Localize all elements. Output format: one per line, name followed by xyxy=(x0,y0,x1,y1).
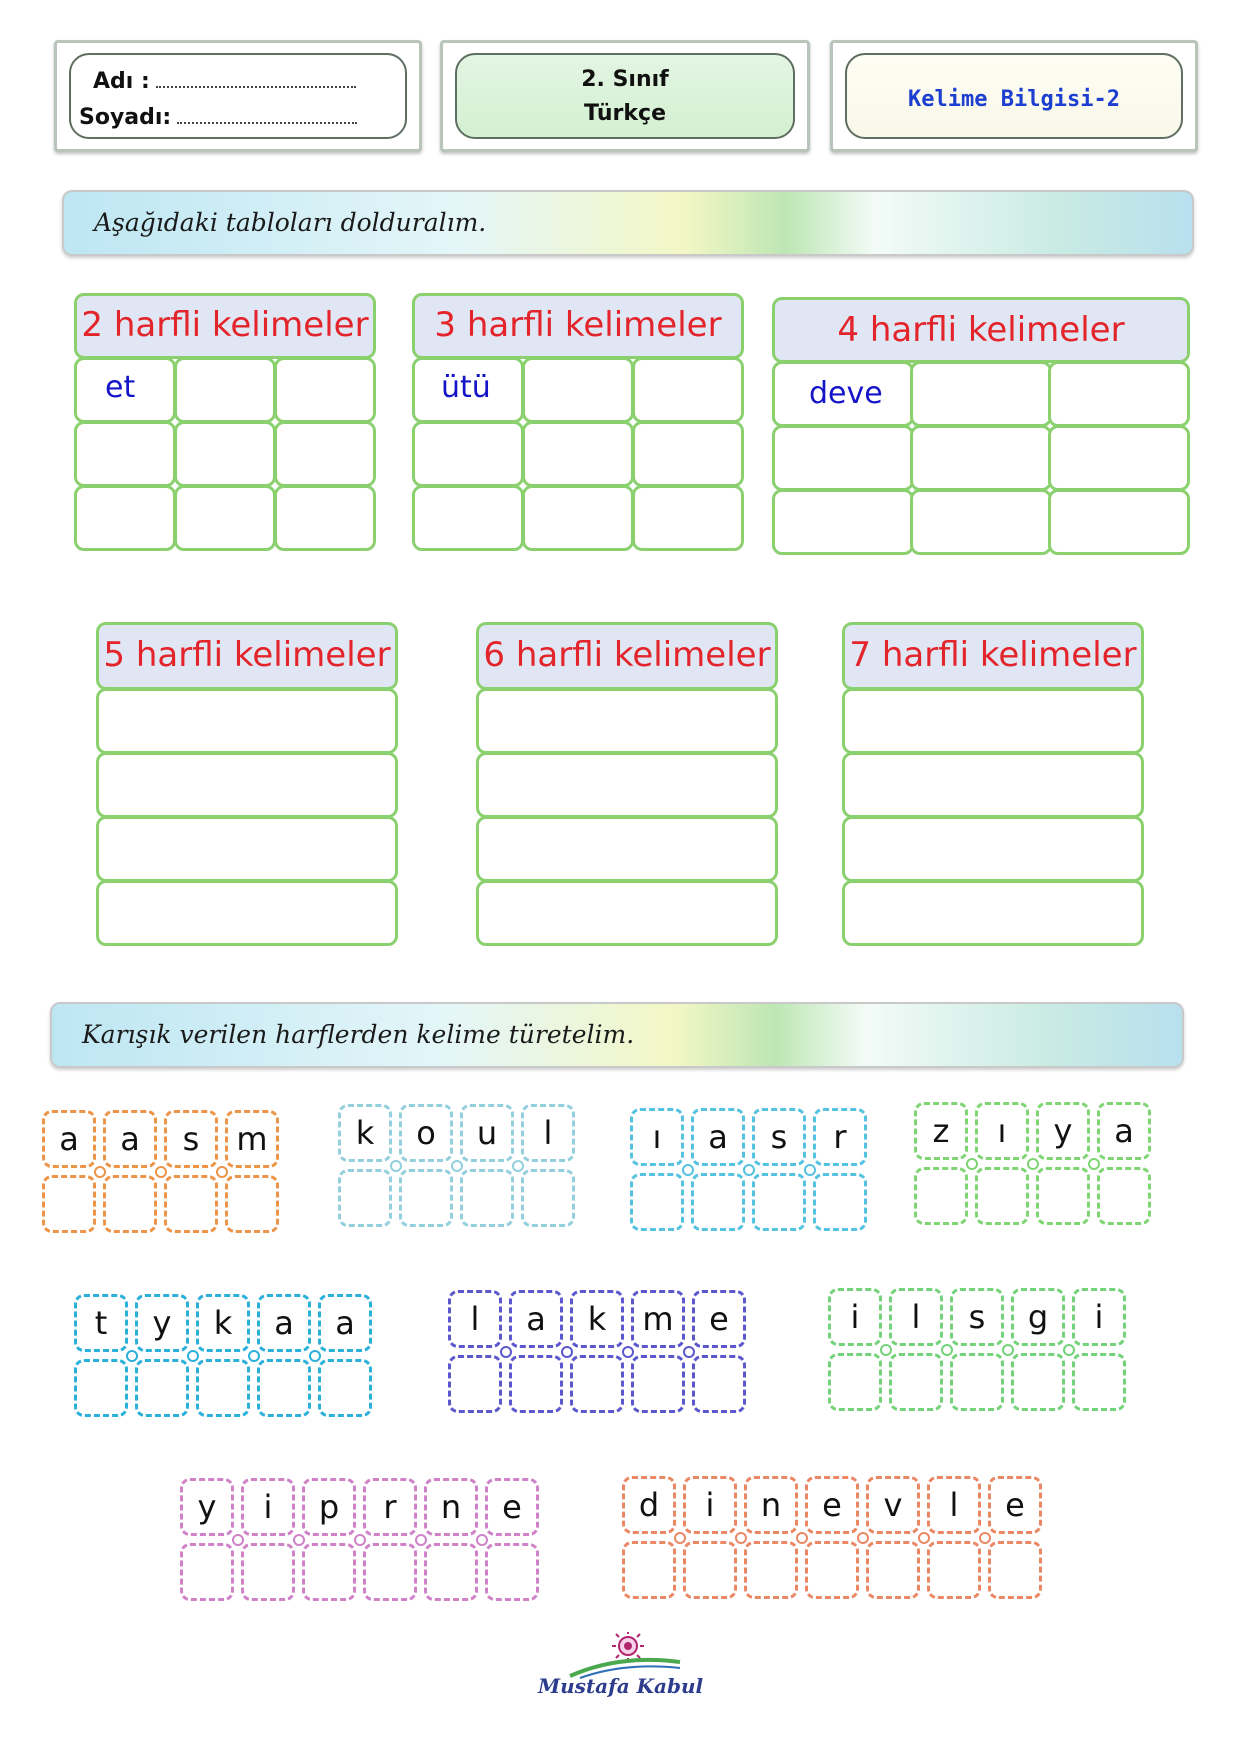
student-info-box xyxy=(54,40,422,152)
answer-cell[interactable] xyxy=(174,421,276,487)
answer-cell[interactable] xyxy=(476,752,778,818)
table-title: 5 harfli kelimeler xyxy=(96,622,398,690)
cell-connector xyxy=(512,1160,524,1172)
answer-cell[interactable] xyxy=(412,485,524,551)
topic-box xyxy=(830,40,1198,152)
table-5-letter-words xyxy=(96,622,398,950)
instruction-banner-2 xyxy=(50,1002,1184,1068)
scramble-group xyxy=(180,1478,546,1601)
answer-letter-cell[interactable] xyxy=(424,1543,478,1601)
answer-cell[interactable] xyxy=(174,357,276,423)
answer-letter-cell[interactable] xyxy=(813,1173,867,1231)
answer-cell[interactable] xyxy=(412,421,524,487)
answer-letter-cell[interactable] xyxy=(521,1169,575,1227)
answer-letter-cell[interactable] xyxy=(196,1359,250,1417)
scrambled-letter: o xyxy=(399,1104,453,1162)
answer-letter-cell[interactable] xyxy=(225,1175,279,1233)
answer-cell[interactable] xyxy=(910,489,1052,555)
scrambled-letter: u xyxy=(460,1104,514,1162)
cell-connector xyxy=(1002,1344,1014,1356)
scrambled-letter: s xyxy=(164,1110,218,1168)
answer-letter-cell[interactable] xyxy=(164,1175,218,1233)
cell-connector xyxy=(804,1164,816,1176)
scrambled-letter: r xyxy=(813,1108,867,1166)
answer-letter-cell[interactable] xyxy=(889,1353,943,1411)
cell-connector xyxy=(1063,1344,1075,1356)
scrambled-letter: l xyxy=(889,1288,943,1346)
answer-cell[interactable] xyxy=(1048,425,1190,491)
table-3-letter-words xyxy=(412,293,744,555)
scramble-group xyxy=(338,1104,582,1227)
answer-cell[interactable] xyxy=(842,688,1144,754)
table-2-letter-words xyxy=(74,293,376,555)
answer-letter-cell[interactable] xyxy=(448,1355,502,1413)
cell-connector xyxy=(1027,1158,1039,1170)
scrambled-letter: e xyxy=(692,1290,746,1348)
cell-connector xyxy=(918,1532,930,1544)
table-title: 7 harfli kelimeler xyxy=(842,622,1144,690)
scrambled-letter: ı xyxy=(630,1108,684,1166)
answer-letter-cell[interactable] xyxy=(103,1175,157,1233)
table-7-letter-words xyxy=(842,622,1144,950)
author-logo xyxy=(530,1632,710,1702)
cell-connector xyxy=(500,1346,512,1358)
answer-cell[interactable] xyxy=(632,421,744,487)
answer-cell[interactable] xyxy=(412,357,524,423)
answer-cell[interactable] xyxy=(1048,361,1190,427)
cell-connector xyxy=(354,1534,366,1546)
answer-letter-cell[interactable] xyxy=(1011,1353,1065,1411)
author-name: Mustafa Kabul xyxy=(538,1674,704,1698)
cell-connector xyxy=(187,1350,199,1362)
scrambled-letter: i xyxy=(241,1478,295,1536)
answer-letter-cell[interactable] xyxy=(805,1541,859,1599)
answer-letter-cell[interactable] xyxy=(74,1359,128,1417)
name-row xyxy=(93,69,356,94)
topic-inner xyxy=(845,53,1183,139)
cell-connector xyxy=(979,1532,991,1544)
cell-connector xyxy=(390,1160,402,1172)
scrambled-letter: k xyxy=(338,1104,392,1162)
answer-letter-cell[interactable] xyxy=(631,1355,685,1413)
scrambled-letter: y xyxy=(180,1478,234,1536)
scramble-group xyxy=(630,1108,874,1231)
scrambled-letter: a xyxy=(103,1110,157,1168)
scramble-group xyxy=(622,1476,1049,1599)
answer-cell[interactable] xyxy=(632,357,744,423)
answer-letter-cell[interactable] xyxy=(363,1543,417,1601)
scrambled-letter: e xyxy=(988,1476,1042,1534)
grade-box xyxy=(440,40,810,152)
scrambled-letter: s xyxy=(950,1288,1004,1346)
cell-connector xyxy=(309,1350,321,1362)
answer-cell[interactable] xyxy=(96,688,398,754)
answer-letter-cell[interactable] xyxy=(622,1541,676,1599)
answer-letter-cell[interactable] xyxy=(257,1359,311,1417)
answer-cell[interactable] xyxy=(910,361,1052,427)
student-info-inner xyxy=(69,53,407,139)
answer-letter-cell[interactable] xyxy=(42,1175,96,1233)
table-4-letter-words xyxy=(772,297,1190,559)
table-title: 3 harfli kelimeler xyxy=(412,293,744,359)
answer-letter-cell[interactable] xyxy=(914,1167,968,1225)
instruction-text-1: Aşağıdaki tabloları dolduralım. xyxy=(94,208,487,237)
answer-letter-cell[interactable] xyxy=(988,1541,1042,1599)
scrambled-letter: s xyxy=(752,1108,806,1166)
answer-letter-cell[interactable] xyxy=(692,1355,746,1413)
scrambled-letter: m xyxy=(631,1290,685,1348)
cell-connector xyxy=(857,1532,869,1544)
scrambled-letter: y xyxy=(135,1294,189,1352)
answer-letter-cell[interactable] xyxy=(683,1541,737,1599)
cell-connector xyxy=(941,1344,953,1356)
answer-cell[interactable] xyxy=(74,357,176,423)
scrambled-letter: z xyxy=(914,1102,968,1160)
cell-connector xyxy=(451,1160,463,1172)
scrambled-letter: g xyxy=(1011,1288,1065,1346)
instruction-banner-1 xyxy=(62,190,1194,256)
table-title: 2 harfli kelimeler xyxy=(74,293,376,359)
cell-connector xyxy=(216,1166,228,1178)
cell-connector xyxy=(966,1158,978,1170)
cell-connector xyxy=(248,1350,260,1362)
answer-letter-cell[interactable] xyxy=(1097,1167,1151,1225)
cell-connector xyxy=(796,1532,808,1544)
scrambled-letter: e xyxy=(485,1478,539,1536)
answer-cell[interactable] xyxy=(96,752,398,818)
answer-cell[interactable] xyxy=(522,421,634,487)
scrambled-letter: i xyxy=(683,1476,737,1534)
scrambled-letter: k xyxy=(570,1290,624,1348)
answer-cell[interactable] xyxy=(522,357,634,423)
scramble-group xyxy=(828,1288,1133,1411)
scramble-group xyxy=(448,1290,753,1413)
cell-connector xyxy=(683,1346,695,1358)
scramble-group xyxy=(42,1110,286,1233)
answer-cell[interactable] xyxy=(476,816,778,882)
scrambled-letter: a xyxy=(1097,1102,1151,1160)
answer-letter-cell[interactable] xyxy=(241,1543,295,1601)
cell-connector xyxy=(415,1534,427,1546)
answer-letter-cell[interactable] xyxy=(975,1167,1029,1225)
surname-row xyxy=(79,105,357,130)
answer-letter-cell[interactable] xyxy=(630,1173,684,1231)
scrambled-letter: a xyxy=(42,1110,96,1168)
answer-cell[interactable] xyxy=(274,421,376,487)
scrambled-letter: a xyxy=(318,1294,372,1352)
answer-cell[interactable] xyxy=(274,357,376,423)
answer-letter-cell[interactable] xyxy=(927,1541,981,1599)
answer-cell[interactable] xyxy=(522,485,634,551)
cell-connector xyxy=(476,1534,488,1546)
answer-letter-cell[interactable] xyxy=(1036,1167,1090,1225)
scrambled-letter: i xyxy=(828,1288,882,1346)
cell-connector xyxy=(232,1534,244,1546)
answer-letter-cell[interactable] xyxy=(752,1173,806,1231)
answer-letter-cell[interactable] xyxy=(691,1173,745,1231)
scrambled-letter: ı xyxy=(975,1102,1029,1160)
answer-letter-cell[interactable] xyxy=(399,1169,453,1227)
table-6-letter-words xyxy=(476,622,778,950)
cell-connector xyxy=(735,1532,747,1544)
scrambled-letter: k xyxy=(196,1294,250,1352)
scrambled-letter: v xyxy=(866,1476,920,1534)
example-word: ütü xyxy=(441,370,491,405)
scrambled-letter: n xyxy=(424,1478,478,1536)
answer-letter-cell[interactable] xyxy=(509,1355,563,1413)
answer-letter-cell[interactable] xyxy=(570,1355,624,1413)
answer-letter-cell[interactable] xyxy=(866,1541,920,1599)
cell-connector xyxy=(94,1166,106,1178)
answer-cell[interactable] xyxy=(174,485,276,551)
example-word: et xyxy=(105,370,136,405)
surname-field[interactable] xyxy=(177,108,357,124)
cell-connector xyxy=(126,1350,138,1362)
answer-letter-cell[interactable] xyxy=(318,1359,372,1417)
scrambled-letter: m xyxy=(225,1110,279,1168)
answer-cell[interactable] xyxy=(772,489,914,555)
topic-label: Kelime Bilgisi-2 xyxy=(908,87,1120,112)
scrambled-letter: p xyxy=(302,1478,356,1536)
answer-letter-cell[interactable] xyxy=(1072,1353,1126,1411)
answer-letter-cell[interactable] xyxy=(744,1541,798,1599)
scrambled-letter: a xyxy=(509,1290,563,1348)
scrambled-letter: y xyxy=(1036,1102,1090,1160)
answer-cell[interactable] xyxy=(274,485,376,551)
answer-cell[interactable] xyxy=(96,816,398,882)
answer-cell[interactable] xyxy=(842,880,1144,946)
answer-letter-cell[interactable] xyxy=(338,1169,392,1227)
cell-connector xyxy=(682,1164,694,1176)
example-word: deve xyxy=(809,376,883,411)
name-label: Adı : xyxy=(93,69,150,94)
answer-letter-cell[interactable] xyxy=(460,1169,514,1227)
cell-connector xyxy=(1088,1158,1100,1170)
scrambled-letter: a xyxy=(691,1108,745,1166)
answer-letter-cell[interactable] xyxy=(485,1543,539,1601)
answer-cell[interactable] xyxy=(476,688,778,754)
answer-cell[interactable] xyxy=(74,485,176,551)
scrambled-letter: l xyxy=(927,1476,981,1534)
scrambled-letter: i xyxy=(1072,1288,1126,1346)
cell-connector xyxy=(561,1346,573,1358)
cell-connector xyxy=(674,1532,686,1544)
scrambled-letter: n xyxy=(744,1476,798,1534)
answer-letter-cell[interactable] xyxy=(828,1353,882,1411)
scramble-group xyxy=(914,1102,1158,1225)
scrambled-letter: e xyxy=(805,1476,859,1534)
answer-cell[interactable] xyxy=(842,752,1144,818)
table-title: 4 harfli kelimeler xyxy=(772,297,1190,363)
cell-connector xyxy=(293,1534,305,1546)
cell-connector xyxy=(622,1346,634,1358)
grade-label: 2. Sınıf xyxy=(581,67,669,92)
answer-cell[interactable] xyxy=(772,425,914,491)
name-field[interactable] xyxy=(156,72,356,88)
answer-cell[interactable] xyxy=(74,421,176,487)
answer-letter-cell[interactable] xyxy=(950,1353,1004,1411)
answer-letter-cell[interactable] xyxy=(302,1543,356,1601)
scrambled-letter: r xyxy=(363,1478,417,1536)
grade-inner xyxy=(455,53,795,139)
surname-label: Soyadı: xyxy=(79,105,172,130)
answer-cell[interactable] xyxy=(1048,489,1190,555)
scramble-group xyxy=(74,1294,379,1417)
scrambled-letter: t xyxy=(74,1294,128,1352)
answer-cell[interactable] xyxy=(96,880,398,946)
answer-cell[interactable] xyxy=(476,880,778,946)
instruction-text-2: Karışık verilen harflerden kelime türetelim. xyxy=(82,1020,635,1049)
cell-connector xyxy=(743,1164,755,1176)
table-title: 6 harfli kelimeler xyxy=(476,622,778,690)
scrambled-letter: d xyxy=(622,1476,676,1534)
answer-cell[interactable] xyxy=(772,361,914,427)
answer-cell[interactable] xyxy=(842,816,1144,882)
scrambled-letter: l xyxy=(521,1104,575,1162)
answer-letter-cell[interactable] xyxy=(180,1543,234,1601)
answer-cell[interactable] xyxy=(632,485,744,551)
scrambled-letter: a xyxy=(257,1294,311,1352)
cell-connector xyxy=(155,1166,167,1178)
subject-label: Türkçe xyxy=(583,101,667,126)
cell-connector xyxy=(880,1344,892,1356)
answer-letter-cell[interactable] xyxy=(135,1359,189,1417)
scrambled-letter: l xyxy=(448,1290,502,1348)
answer-cell[interactable] xyxy=(910,425,1052,491)
